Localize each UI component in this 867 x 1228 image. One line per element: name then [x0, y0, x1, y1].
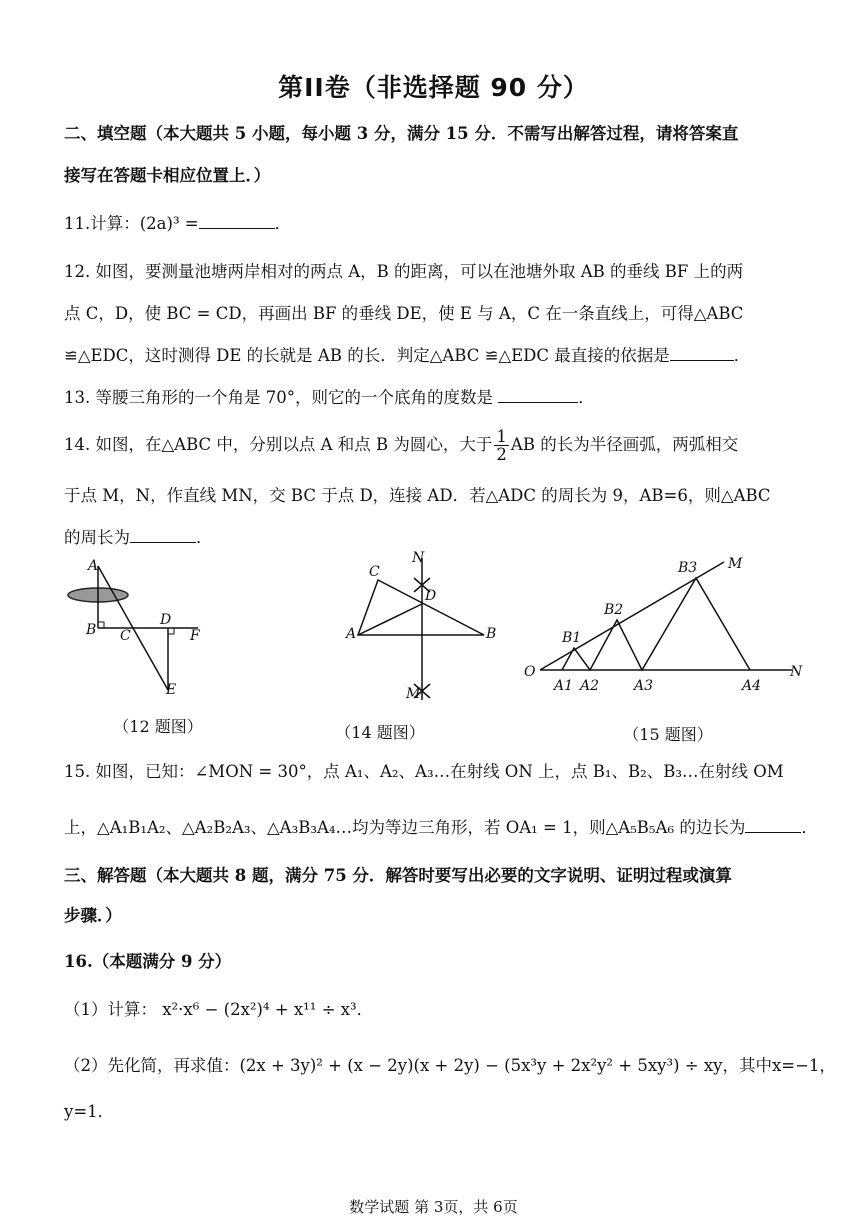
equilateral-triangles: [562, 578, 750, 670]
label-b: B: [86, 622, 97, 638]
label-m: M: [728, 556, 743, 572]
label-a4: A4: [742, 678, 762, 694]
q16-part2-end: y=1．: [64, 1102, 115, 1121]
label-o: O: [524, 664, 536, 680]
section3-heading-line1: 三、解答题（本大题共 8 题，满分 75 分．解答时要写出必要的文字说明、证明过程或演算: [64, 866, 732, 885]
label-b: B: [486, 626, 497, 642]
q16-part1: （1）计算： x²·x⁶ − (2x²)⁴ + x¹¹ ÷ x³．: [64, 1000, 374, 1019]
frac-denominator: 2: [496, 445, 507, 464]
label-d: D: [160, 612, 172, 628]
figure-15-diagram: [518, 550, 818, 700]
answer-blank: [130, 526, 196, 543]
exam-part-title: 第II卷（非选择题 90 分）: [278, 73, 589, 102]
answer-blank: [199, 212, 275, 229]
question-13: [64, 386, 815, 410]
q11-text: 11.计算：(2a)³ =: [64, 214, 199, 233]
section3-heading-line2: 步骤．）: [64, 906, 122, 925]
q16-heading: 16.（本题满分 9 分）: [64, 952, 232, 971]
figure-15-caption: （15 题图）: [623, 725, 713, 744]
question-11: [64, 212, 815, 236]
label-a1: A1: [554, 678, 574, 694]
answer-blank: [745, 816, 801, 833]
label-d: D: [425, 588, 437, 604]
q14-line1-b: AB 的长为半径画弧，两弧相交: [510, 435, 739, 454]
q14-line2: 于点 M，N，作直线 MN，交 BC 于点 D，连接 AD．若△ADC 的周长为 9，AB=6，则△ABC: [64, 486, 771, 505]
label-c: C: [369, 564, 380, 580]
q14-line3: [64, 526, 815, 550]
q12-line3: [64, 344, 815, 368]
q12-line3-text: ≌△EDC，这时测得 DE 的长就是 AB 的长．判定△ABC ≌△EDC 最直接的依据是: [64, 346, 670, 365]
right-angle-mark-b: [98, 622, 104, 628]
label-m: M: [406, 686, 421, 702]
q14-end: ．: [196, 528, 213, 547]
answer-blank: [670, 344, 734, 361]
q11-end: ．: [274, 214, 292, 233]
section2-heading-line2: 接写在答题卡相应位置上．）: [64, 166, 271, 185]
q14-line1: [64, 428, 815, 463]
q15-line2-text: 上，△A₁B₁A₂、△A₂B₂A₃、△A₃B₃A₄…均为等边三角形，若 OA₁ = 1，则△A₅B₅A₆ 的边长为: [64, 818, 746, 837]
q12-line1: 12. 如图，要测量池塘两岸相对的两点 A，B 的距离，可以在池塘外取 AB 的垂线 BF 上的两: [64, 262, 744, 281]
q15-end: ．: [801, 818, 818, 837]
figure-12-caption: （12 题图）: [113, 717, 203, 736]
q12-end: ．: [733, 346, 751, 365]
q14-line1-a: 14. 如图，在△ABC 中，分别以点 A 和点 B 为圆心，大于: [64, 435, 493, 454]
fraction-one-half: [494, 428, 509, 463]
section2-heading-line1: 二、填空题（本大题共 5 小题，每小题 3 分，满分 15 分．不需写出解答过程，请将答案直: [64, 124, 739, 143]
label-b2: B2: [604, 602, 624, 618]
label-a2: A2: [580, 678, 600, 694]
frac-numerator: 1: [496, 427, 507, 446]
label-f: F: [190, 628, 200, 644]
q13-end: ．: [578, 388, 595, 407]
label-b3: B3: [678, 560, 698, 576]
label-n: N: [790, 664, 803, 680]
label-c: C: [120, 628, 131, 644]
figure-14-caption: （14 题图）: [335, 723, 425, 742]
answer-blank: [498, 386, 578, 403]
q15-line1: 15. 如图，已知：∠MON = 30°，点 A₁、A₂、A₃…在射线 ON 上，点 B₁、B₂、B₃…在射线 OM: [64, 762, 784, 781]
label-a: A: [88, 558, 99, 574]
q13-text: 13. 等腰三角形的一个角是 70°，则它的一个底角的度数是: [64, 388, 493, 407]
figure-12-diagram: [60, 556, 220, 702]
label-n: N: [412, 550, 425, 566]
label-e: E: [166, 682, 177, 698]
triangle-abc: [358, 580, 484, 635]
label-a: A: [346, 626, 357, 642]
label-b1: B1: [562, 630, 582, 646]
right-angle-mark-d: [168, 628, 174, 634]
page-footer: 数学试题 第 3页，共 6页: [349, 1198, 518, 1216]
label-a3: A3: [634, 678, 654, 694]
q16-part2: （2）先化简，再求值：(2x + 3y)² + (x − 2y)(x + 2y) − (5x³y + 2x²y² + 5xy³) ÷ xy，其中x=−1，: [64, 1056, 836, 1075]
q12-line2: 点 C，D，使 BC = CD，再画出 BF 的垂线 DE，使 E 与 A，C 在一条直线上，可得△ABC: [64, 304, 744, 323]
q15-line2: [64, 816, 818, 840]
figure-14-diagram: [336, 548, 506, 710]
q14-line3-text: 的周长为: [64, 528, 130, 547]
